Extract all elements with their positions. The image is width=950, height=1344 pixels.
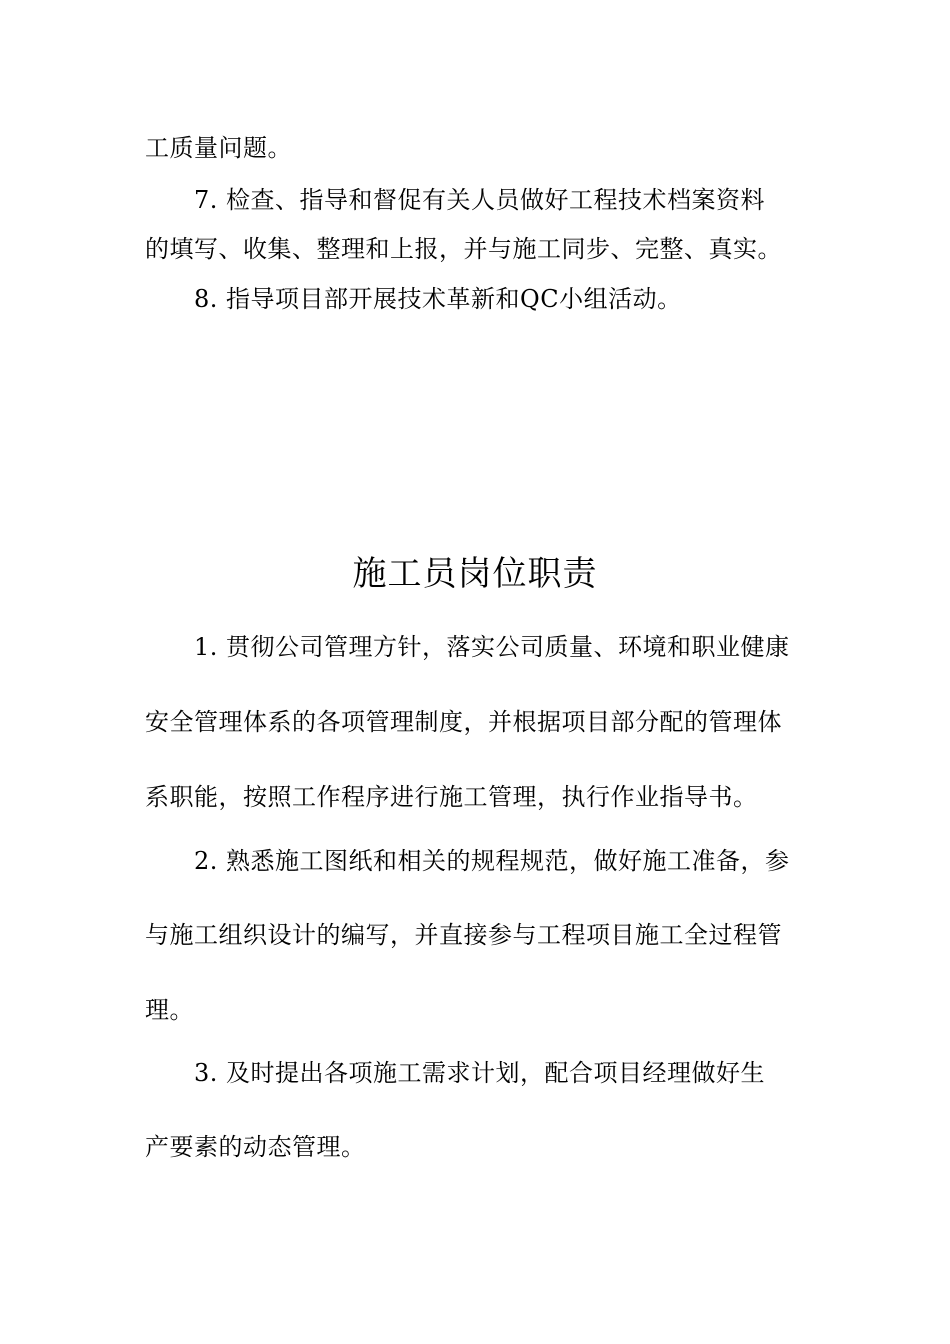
- text-line: 产要素的动态管理。: [145, 1133, 366, 1161]
- text-line: 工质量问题。: [145, 134, 292, 162]
- list-item-3: 3. 及时提出各项施工需求计划，配合项目经理做好生: [194, 1059, 766, 1087]
- text-line: 与施工组织设计的编写，并直接参与工程项目施工全过程管: [145, 921, 782, 949]
- section-title: 施工员岗位职责: [352, 554, 598, 594]
- list-item-1: 1. 贯彻公司管理方针，落实公司质量、环境和职业健康: [194, 633, 790, 661]
- text-line: 的填写、收集、整理和上报，并与施工同步、完整、真实。: [145, 235, 782, 263]
- list-item-2: 2. 熟悉施工图纸和相关的规程规范，做好施工准备，参: [194, 847, 790, 875]
- list-item-7: 7. 检查、指导和督促有关人员做好工程技术档案资料: [194, 186, 766, 214]
- text-line: 安全管理体系的各项管理制度，并根据项目部分配的管理体: [145, 708, 782, 736]
- text-line: 理。: [145, 996, 194, 1024]
- text-line: 系职能，按照工作程序进行施工管理，执行作业指导书。: [145, 783, 758, 811]
- list-item-8: 8. 指导项目部开展技术革新和QC小组活动。: [194, 285, 682, 313]
